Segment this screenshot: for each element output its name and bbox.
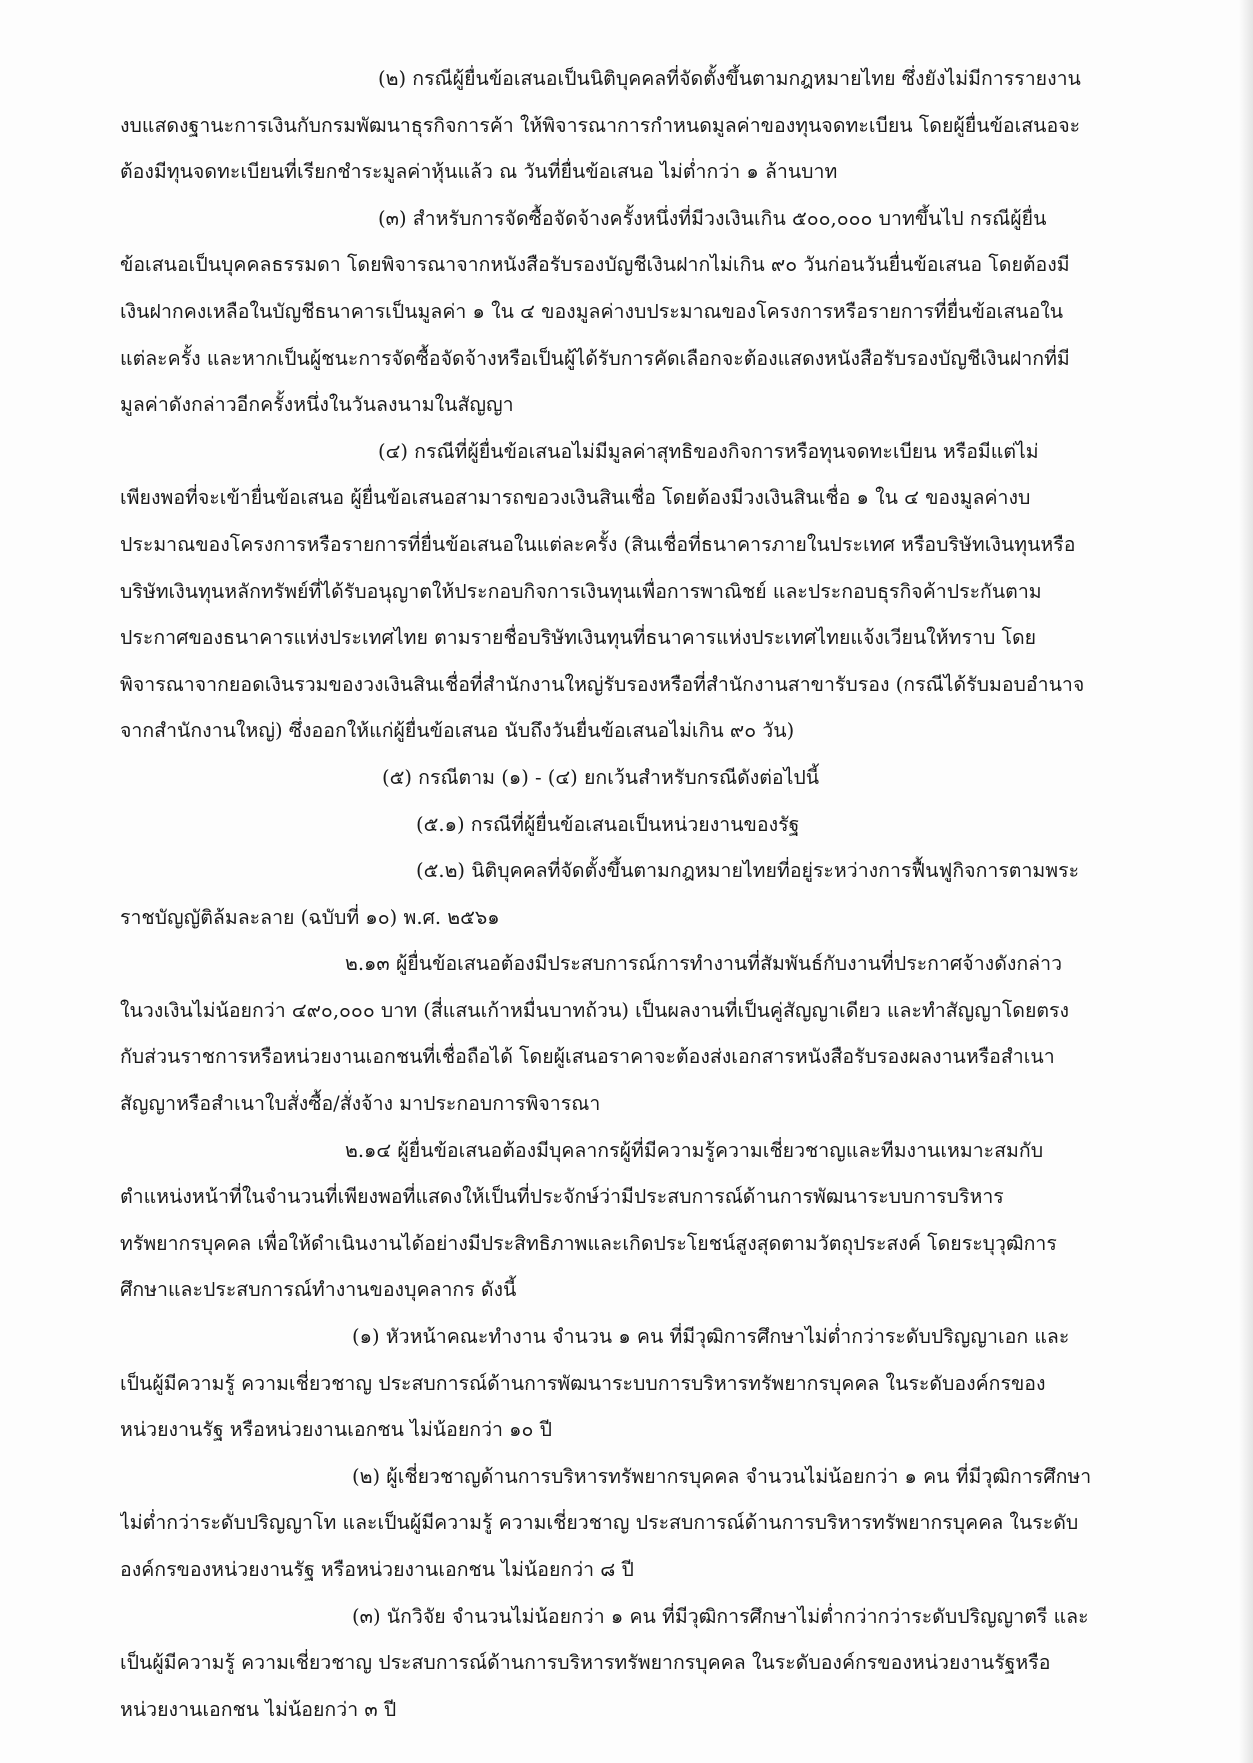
text-line: ๒.๑๓ ผู้ยื่นข้อเสนอต้องมีประสบการณ์การทำงานที่สัมพันธ์กับงานที่ประกาศจ้างดังกล่าว — [345, 952, 1063, 976]
text-line: ต้องมีทุนจดทะเบียนที่เรียกชำระมูลค่าหุ้นแล้ว ณ วันที่ยื่นข้อเสนอ ไม่ต่ำกว่า ๑ ล้านบาท — [120, 160, 838, 184]
text-line: แต่ละครั้ง และหากเป็นผู้ชนะการจัดซื้อจัดจ้างหรือเป็นผู้ได้รับการคัดเลือกจะต้องแสดงหนังสือรับรองบัญชีเงินฝากที่มี — [120, 346, 1070, 370]
paragraph-5 — [120, 755, 1120, 802]
text-line: สัญญาหรือสำเนาใบสั่งซื้อ/สั่งจ้าง มาประกอบการพิจารณา — [120, 1092, 601, 1116]
text-line: (๕.๑) กรณีที่ผู้ยื่นข้อเสนอเป็นหน่วยงานของรัฐ — [416, 812, 800, 836]
text-line: ศึกษาและประสบการณ์ทำงานของบุคลากร ดังนี้ — [120, 1278, 517, 1302]
text-line: (๑) หัวหน้าคณะทำงาน จำนวน ๑ คน ที่มีวุฒิการศึกษาไม่ต่ำกว่าระดับปริญญาเอก และ — [352, 1325, 1070, 1349]
paragraph-4 — [120, 429, 1120, 755]
text-line: งบแสดงฐานะการเงินกับกรมพัฒนาธุรกิจการค้า ให้พิจารณาการกำหนดมูลค่าของทุนจดทะเบียน โดยผู้ยื่นข้อเสนอจะ — [120, 113, 1081, 137]
text-line: (๓) สำหรับการจัดซื้อจัดจ้างครั้งหนึ่งที่มีวงเงินเกิน ๕๐๐,๐๐๐ บาทขึ้นไป กรณีผู้ยื่น — [378, 206, 1047, 230]
text-line: ในวงเงินไม่น้อยกว่า ๔๙๐,๐๐๐ บาท (สี่แสนเก้าหมื่นบาทถ้วน) เป็นผลงานที่เป็นคู่สัญญาเดียว และทำสัญญาโดยตรง — [120, 998, 1070, 1022]
text-line: หน่วยงานเอกชน ไม่น้อยกว่า ๓ ปี — [120, 1697, 397, 1721]
staff-item-1 — [120, 1314, 1120, 1454]
text-line: ทรัพยากรบุคคล เพื่อให้ดำเนินงานได้อย่างมีประสิทธิภาพและเกิดประโยชน์สูงสุดตามวัตถุประสงค์ โดยระบุวุฒิการ — [120, 1231, 1057, 1255]
text-line: ราชบัญญัติล้มละลาย (ฉบับที่ ๑๐) พ.ศ. ๒๕๖๑ — [120, 905, 500, 929]
text-line: ๒.๑๔ ผู้ยื่นข้อเสนอต้องมีบุคลากรผู้ที่มีความรู้ความเชี่ยวชาญและทีมงานเหมาะสมกับ — [345, 1138, 1044, 1162]
staff-item-3 — [120, 1594, 1120, 1734]
text-line: เงินฝากคงเหลือในบัญชีธนาคารเป็นมูลค่า ๑ ใน ๔ ของมูลค่างบประมาณของโครงการหรือรายการที่ยื่นข้อเสนอใน — [120, 299, 1064, 323]
paragraph-5-2 — [120, 848, 1120, 941]
text-line: (๔) กรณีที่ผู้ยื่นข้อเสนอไม่มีมูลค่าสุทธิของกิจการหรือทุนจดทะเบียน หรือมีแต่ไม่ — [378, 439, 1039, 463]
text-line: ตำแหน่งหน้าที่ในจำนวนที่เพียงพอที่แสดงให้เป็นที่ประจักษ์ว่ามีประสบการณ์ด้านการพัฒนาระบบการบริหาร — [120, 1185, 1004, 1209]
scan-shadow-edge — [1239, 0, 1253, 1763]
staff-item-2 — [120, 1454, 1120, 1594]
paragraph-3 — [120, 196, 1120, 429]
text-line: (๕.๒) นิติบุคคลที่จัดตั้งขึ้นตามกฎหมายไทยที่อยู่ระหว่างการฟื้นฟูกิจการตามพระ — [416, 859, 1080, 883]
text-line: มูลค่าดังกล่าวอีกครั้งหนึ่งในวันลงนามในสัญญา — [120, 393, 514, 417]
text-line: กับส่วนราชการหรือหน่วยงานเอกชนที่เชื่อถือได้ โดยผู้เสนอราคาจะต้องส่งเอกสารหนังสือรับรองผลงานหรือสำเนา — [120, 1045, 1055, 1069]
text-line: หน่วยงานรัฐ หรือหน่วยงานเอกชน ไม่น้อยกว่า ๑๐ ปี — [120, 1418, 553, 1442]
paragraph-5-1 — [120, 802, 1120, 849]
text-line: (๒) กรณีผู้ยื่นข้อเสนอเป็นนิติบุคคลที่จัดตั้งขึ้นตามกฎหมายไทย ซึ่งยังไม่มีการรายงาน — [378, 67, 1081, 90]
paragraph-2-13 — [120, 941, 1120, 1127]
text-line: พิจารณาจากยอดเงินรวมของวงเงินสินเชื่อที่สำนักงานใหญ่รับรองหรือที่สำนักงานสาขารับรอง (กรณีได้รับมอบอำนาจ — [120, 672, 1085, 696]
text-line: จากสำนักงานใหญ่) ซึ่งออกให้แก่ผู้ยื่นข้อเสนอ นับถึงวันยื่นข้อเสนอไม่เกิน ๙๐ วัน) — [120, 719, 795, 743]
text-line: ประกาศของธนาคารแห่งประเทศไทย ตามรายชื่อบริษัทเงินทุนที่ธนาคารแห่งประเทศไทยแจ้งเวียนให้ทราบ โดย — [120, 626, 1037, 650]
paragraph-2-14 — [120, 1128, 1120, 1314]
text-line: ไม่ต่ำกว่าระดับปริญญาโท และเป็นผู้มีความรู้ ความเชี่ยวชาญ ประสบการณ์ด้านการบริหารทรัพยากรบุคคล ในระดับ — [120, 1511, 1079, 1535]
text-line: (๕) กรณีตาม (๑) - (๔) ยกเว้นสำหรับกรณีดังต่อไปนี้ — [382, 765, 820, 789]
text-line: เป็นผู้มีความรู้ ความเชี่ยวชาญ ประสบการณ์ด้านการพัฒนาระบบการบริหารทรัพยากรบุคคล ในระดับองค์กรของ — [120, 1371, 1046, 1395]
text-line: เป็นผู้มีความรู้ ความเชี่ยวชาญ ประสบการณ์ด้านการบริหารทรัพยากรบุคคล ในระดับองค์กรของหน่วยงานรัฐหรือ — [120, 1651, 1051, 1675]
document-body — [120, 56, 1120, 1733]
text-line: ประมาณของโครงการหรือรายการที่ยื่นข้อเสนอในแต่ละครั้ง (สินเชื่อที่ธนาคารภายในประเทศ หรือบริษัทเงินทุนหรือ — [120, 532, 1076, 556]
text-line: องค์กรของหน่วยงานรัฐ หรือหน่วยงานเอกชน ไม่น้อยกว่า ๘ ปี — [120, 1558, 634, 1581]
text-line: (๒) ผู้เชี่ยวชาญด้านการบริหารทรัพยากรบุคคล จำนวนไม่น้อยกว่า ๑ คน ที่มีวุฒิการศึกษา — [352, 1464, 1092, 1488]
text-line: บริษัทเงินทุนหลักทรัพย์ที่ได้รับอนุญาตให้ประกอบกิจการเงินทุนเพื่อการพาณิชย์ และประกอบธุรกิจค้าประกันตาม — [120, 579, 1042, 603]
text-line: เพียงพอที่จะเข้ายื่นข้อเสนอ ผู้ยื่นข้อเสนอสามารถขอวงเงินสินเชื่อ โดยต้องมีวงเงินสินเชื่อ ๑ ใน ๔ ของมูลค่างบ — [120, 486, 1031, 510]
text-line: ข้อเสนอเป็นบุคคลธรรมดา โดยพิจารณาจากหนังสือรับรองบัญชีเงินฝากไม่เกิน ๙๐ วันก่อนวันยื่นข้อเสนอ โดยต้องมี — [120, 253, 1070, 277]
paragraph-2 — [120, 56, 1120, 196]
text-line: (๓) นักวิจัย จำนวนไม่น้อยกว่า ๑ คน ที่มีวุฒิการศึกษาไม่ต่ำกว่ากว่าระดับปริญญาตรี และ — [352, 1604, 1089, 1628]
